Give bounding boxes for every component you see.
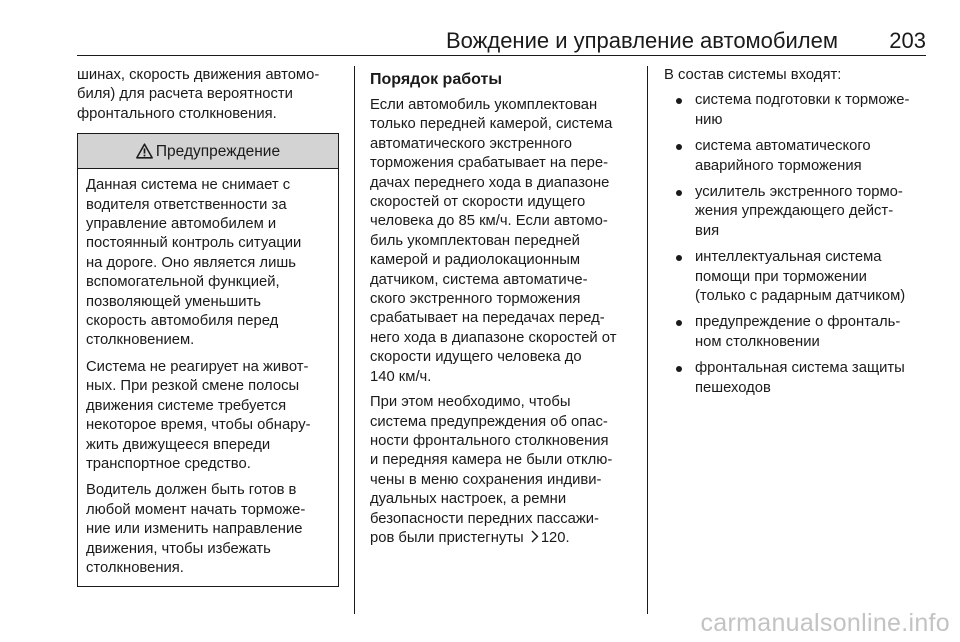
warning-box xyxy=(77,133,339,587)
bullet-icon xyxy=(676,190,682,196)
list-item: фронтальная система защиты пешеходов xyxy=(664,359,926,398)
warning-triangle-icon xyxy=(136,143,153,159)
page-number: 203 xyxy=(889,28,926,53)
list-item: усилитель экстренного тормо- жения упреждающего дейст- вия xyxy=(664,183,926,241)
bullet-icon xyxy=(676,98,682,104)
list-item: интеллектуальная система помощи при торможении (только с радарным датчиком) xyxy=(664,248,926,306)
watermark: carmanualsonline.info xyxy=(700,609,950,637)
warning-title: Предупреждение xyxy=(155,142,281,160)
warning-paragraph: Данная система не снимает с водителя ответственности за управление автомобилем и постоянный контроль ситуации на дороге. Оно является лишь вспомогательной функцией, позволяющей уменьшить скорость автомобиля перед столкновением. xyxy=(86,177,302,349)
bullet-icon xyxy=(676,144,682,150)
column-divider xyxy=(647,66,648,614)
warning-paragraph: Водитель должен быть готов в любой момент начать торможе- ние или изменить направление движения, чтобы избежать столкновения. xyxy=(86,482,306,576)
column-right xyxy=(664,66,926,405)
column-middle xyxy=(370,66,632,554)
column-left xyxy=(77,66,339,587)
header-divider xyxy=(77,55,926,56)
list-intro: В состав системы входят: xyxy=(664,67,842,83)
page-title: Вождение и управление автомобилем xyxy=(445,28,838,53)
intro-text: шинах, скорость движения автомо- биля) для расчета вероятности фронтального столкновения. xyxy=(77,67,320,122)
warning-header xyxy=(78,134,338,169)
section-title: Порядок работы xyxy=(370,71,502,88)
components-list xyxy=(664,91,926,398)
list-item: предупреждение о фронталь- ном столкновении xyxy=(664,313,926,352)
reference-page[interactable]: 120. xyxy=(540,529,570,546)
page-reference-icon[interactable] xyxy=(530,530,539,543)
column-divider xyxy=(354,66,355,614)
list-item: система подготовки к торможе- нию xyxy=(664,91,926,130)
list-item: система автоматического аварийного торможения xyxy=(664,137,926,176)
warning-body xyxy=(78,169,338,586)
reference-line: ров были пристегнуты 120. xyxy=(370,529,570,546)
bullet-icon xyxy=(676,255,682,261)
operation-paragraph: Если автомобиль укомплектован только передней камерой, система автоматического экстренного торможения срабатывает на пере- дачах переднего хода в диапазоне скоростей от скорости идущего человека до 85 км/ч. Если автомо- биль укомплектован передней камерой и радиолокационным датчиком, система автоматиче- ского экстренного торможения срабатывает на передачах перед- него хода в диапазоне скоростей от скорости идущего человека до 140 км/ч. xyxy=(370,97,617,385)
bullet-icon xyxy=(676,366,682,372)
operation-paragraph: При этом необходимо, чтобы система предупреждения об опас- ности фронтального столкновения и передняя камера не были отклю- чены в меню сохранения индиви- дуальных настроек, а ремни безопасности передних пассажи- ров были пристегнуты 120. xyxy=(370,393,632,548)
warning-paragraph: Система не реагирует на живот- ных. При резкой смене полосы движения системе требуется некоторое время, чтобы обнару- жить движущееся впереди транспортное средство. xyxy=(86,358,311,472)
bullet-icon xyxy=(676,320,682,326)
page-header xyxy=(0,0,960,58)
